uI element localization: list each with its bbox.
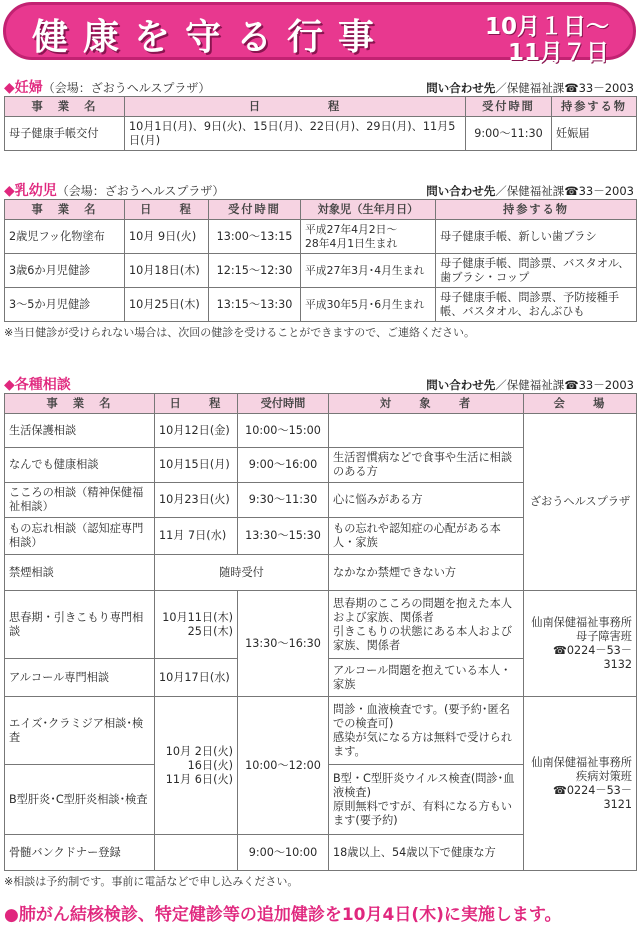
event-name: なんでも健康相談: [5, 448, 155, 483]
event-name: B型肝炎･C型肝炎相談･検査: [5, 765, 155, 835]
event-name: 骨髄バンクドナー登録: [5, 835, 155, 871]
event-name: 3歳6か月児健診: [5, 254, 125, 288]
event-target: アルコール問題を抱えている本人・家族: [329, 659, 524, 697]
contact-info: 問い合わせ先／保健福祉課☎33－2003: [426, 378, 634, 392]
period-end: 11月７日: [507, 40, 609, 66]
venue-sennan-shippei: 仙南保健福祉事務所 疾病対策班 ☎0224－53－3121: [524, 697, 637, 871]
table-row: [5, 288, 637, 322]
event-target: 平成27年3月･4月生まれ: [301, 254, 436, 288]
venue-zao: ざおうヘルスプラザ: [524, 414, 637, 591]
consult-table: [4, 393, 637, 871]
col-header: 事 業 名: [5, 97, 125, 117]
col-header: 持参する物: [436, 200, 637, 220]
event-target: 生活習慣病などで食事や生活に相談のある方: [329, 448, 524, 483]
page-title: 健康を守る行事: [32, 17, 390, 58]
event-date: 10月 2日(火) 16日(火) 11月 6日(火): [155, 697, 238, 835]
bottom-notice: ●肺がん結核検診、特定健診等の追加健診を10月4日(木)に実施します。: [4, 905, 562, 925]
period-start: 10月１日～: [484, 14, 609, 40]
event-target: [329, 414, 524, 448]
event-date: 11月 7日(水): [155, 518, 238, 555]
event-target: 心に悩みがある方: [329, 483, 524, 518]
col-header: 事 業 名: [5, 200, 125, 220]
event-name: 生活保護相談: [5, 414, 155, 448]
event-target: B型・C型肝炎ウイルス検査(問診･血液検査) 原則無料ですが、有料になる方もいます(要予約): [329, 765, 524, 835]
event-date: 10月15日(月): [155, 448, 238, 483]
col-header: 日 程: [125, 97, 466, 117]
pregnant-table: [4, 96, 637, 151]
col-header: 受付時間: [466, 97, 552, 117]
consult-section: [4, 374, 636, 889]
event-name: もの忘れ相談（認知症専門相談）: [5, 518, 155, 555]
event-target: 思春期のこころの問題を抱えた本人および家族、関係者 引きこもりの状態にある本人および家族、関係者: [329, 591, 524, 659]
event-date: 10月1日(月)、9日(火)、15日(月)、22日(月)、29日(月)、11月5日(月): [125, 117, 466, 151]
table-row: [5, 414, 637, 448]
event-name: 2歳児フッ化物塗布: [5, 220, 125, 254]
event-name: 思春期・引きこもり専門相談: [5, 591, 155, 659]
col-header: 事 業 名: [5, 394, 155, 414]
event-time: 12:15～12:30: [209, 254, 301, 288]
col-header: 日 程: [125, 200, 209, 220]
event-target: もの忘れや認知症の心配がある本人・家族: [329, 518, 524, 555]
contact-info: 問い合わせ先／保健福祉課☎33－2003: [426, 81, 634, 95]
section-venue: （会場：ざおうヘルスプラザ）: [56, 184, 225, 198]
event-name: 母子健康手帳交付: [5, 117, 125, 151]
table-row: [5, 254, 637, 288]
infant-table: [4, 199, 637, 322]
event-time: 9:00～16:00: [238, 448, 329, 483]
event-date: 10月25日(木): [125, 288, 209, 322]
event-name: こころの相談（精神保健福祉相談）: [5, 483, 155, 518]
event-target: 問診・血液検査です。(要予約･匿名での検査可) 感染が気になる方は無料で受けられます。: [329, 697, 524, 765]
event-item: 母子健康手帳、問診票、予防接種手帳、バスタオル、おんぶひも: [436, 288, 637, 322]
event-item: 妊娠届: [552, 117, 637, 151]
event-time: 10:00～12:00: [238, 697, 329, 835]
event-item: 母子健康手帳、新しい歯ブラシ: [436, 220, 637, 254]
event-target: 平成30年5月･6月生まれ: [301, 288, 436, 322]
section-title: ◆各種相談: [4, 377, 71, 393]
col-header: 受付時間: [238, 394, 329, 414]
header-banner: [3, 2, 636, 66]
col-header: 対象児（生年月日）: [301, 200, 436, 220]
infant-section: [4, 180, 636, 340]
col-header: 日 程: [155, 394, 238, 414]
event-date: [155, 835, 238, 871]
col-header: 対 象 者: [329, 394, 524, 414]
event-item: 母子健康手帳、問診票、バスタオル、歯ブラシ・コップ: [436, 254, 637, 288]
event-target: なかなか禁煙できない方: [329, 555, 524, 591]
event-name: エイズ･クラミジア相談･検査: [5, 697, 155, 765]
event-name: 3～5か月児健診: [5, 288, 125, 322]
venue-sennan-boshi: 仙南保健福祉事務所 母子障害班 ☎0224－53－3132: [524, 591, 637, 697]
event-time: 13:00～13:15: [209, 220, 301, 254]
table-row: [5, 591, 637, 659]
event-date-time: 随時受付: [155, 555, 329, 591]
section-venue: （会場：ざおうヘルスプラザ）: [42, 81, 211, 95]
event-date: 10月18日(木): [125, 254, 209, 288]
contact-info: 問い合わせ先／保健福祉課☎33－2003: [426, 184, 634, 198]
event-date: 10月23日(火): [155, 483, 238, 518]
infant-note: ※当日健診が受けられない場合は、次回の健診を受けることができますので、ご連絡ください。: [4, 326, 475, 339]
col-header: 受付時間: [209, 200, 301, 220]
section-title: ◆妊婦: [4, 80, 43, 96]
event-time: 9:00～10:00: [238, 835, 329, 871]
event-time: 10:00～15:00: [238, 414, 329, 448]
event-time: 13:30～15:30: [238, 518, 329, 555]
event-date: 10月 9日(火): [125, 220, 209, 254]
event-name: 禁煙相談: [5, 555, 155, 591]
event-time: 13:30～16:30: [238, 591, 329, 697]
event-name: アルコール専門相談: [5, 659, 155, 697]
event-date: 10月11日(木) 25日(木): [155, 591, 238, 659]
event-time: 9:00～11:30: [466, 117, 552, 151]
event-date: 10月17日(水): [155, 659, 238, 697]
event-target: 平成27年4月2日～ 28年4月1日生まれ: [301, 220, 436, 254]
pregnant-section: [4, 77, 636, 151]
consult-note: ※相談は予約制です。事前に電話などで申し込みください。: [4, 875, 299, 888]
event-target: 18歳以上、54歳以下で健康な方: [329, 835, 524, 871]
table-row: [5, 220, 637, 254]
event-time: 13:15～13:30: [209, 288, 301, 322]
event-time: 9:30～11:30: [238, 483, 329, 518]
event-date: 10月12日(金): [155, 414, 238, 448]
col-header: 会 場: [524, 394, 637, 414]
table-row: [5, 117, 637, 151]
table-row: [5, 697, 637, 765]
section-title: ◆乳幼児: [4, 183, 57, 199]
col-header: 持参する物: [552, 97, 637, 117]
